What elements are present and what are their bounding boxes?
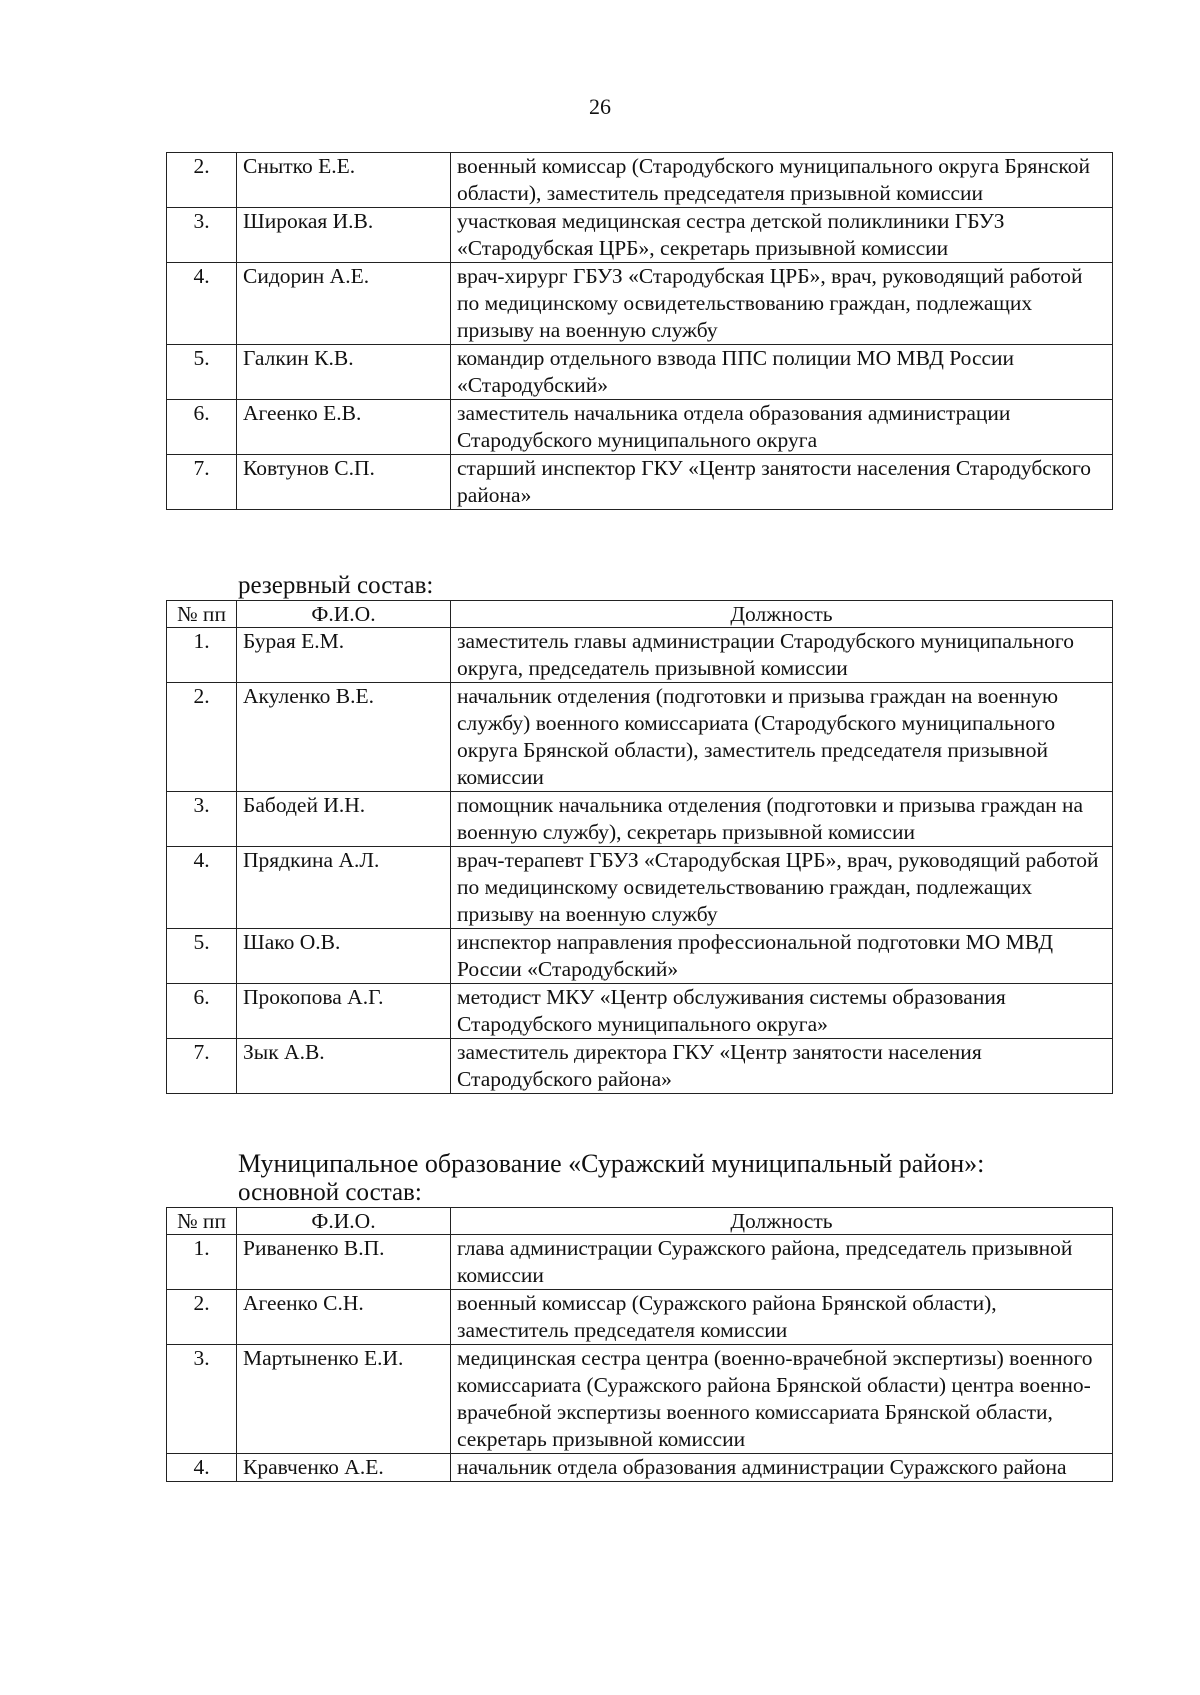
header-name: Ф.И.О. <box>237 601 451 628</box>
cell-position: врач-хирург ГБУЗ «Стародубская ЦРБ», врач, руководящий работой по медицинскому освидетельствованию граждан, подлежащих призыву на военную службу <box>451 263 1113 345</box>
cell-name: Бурая Е.М. <box>237 628 451 683</box>
cell-name: Широкая И.В. <box>237 208 451 263</box>
cell-name: Агеенко С.Н. <box>237 1290 451 1345</box>
table-body <box>167 1235 1113 1482</box>
cell-number: 3. <box>167 1345 237 1454</box>
table-reserve-composition <box>166 600 1113 1094</box>
cell-name: Сидорин А.Е. <box>237 263 451 345</box>
table-row <box>167 847 1113 929</box>
cell-position: участковая медицинская сестра детской поликлиники ГБУЗ «Стародубская ЦРБ», секретарь призывной комиссии <box>451 208 1113 263</box>
cell-position: начальник отделения (подготовки и призыва граждан на военную службу) военного комиссариата (Стародубского муниципального округа Брянской области), заместитель председателя призывной комиссии <box>451 683 1113 792</box>
table-main-composition <box>166 152 1113 510</box>
cell-name: Акуленко В.Е. <box>237 683 451 792</box>
cell-name: Шако О.В. <box>237 929 451 984</box>
cell-name: Риваненко В.П. <box>237 1235 451 1290</box>
cell-position: инспектор направления профессиональной подготовки МО МВД России «Стародубский» <box>451 929 1113 984</box>
cell-number: 2. <box>167 1290 237 1345</box>
table-row <box>167 1039 1113 1094</box>
table-row <box>167 683 1113 792</box>
cell-name: Ковтунов С.П. <box>237 455 451 510</box>
cell-number: 4. <box>167 847 237 929</box>
table-row <box>167 929 1113 984</box>
cell-position: методист МКУ «Центр обслуживания системы образования Стародубского муниципального округа» <box>451 984 1113 1039</box>
header-num: № пп <box>167 1208 237 1235</box>
table-row <box>167 1235 1113 1290</box>
cell-position: заместитель главы администрации Стародубского муниципального округа, председатель призывной комиссии <box>451 628 1113 683</box>
table-surazh-main-composition <box>166 1207 1113 1482</box>
cell-name: Прокопова А.Г. <box>237 984 451 1039</box>
cell-number: 2. <box>167 153 237 208</box>
cell-number: 6. <box>167 400 237 455</box>
page-number: 26 <box>589 94 611 119</box>
table-row <box>167 628 1113 683</box>
cell-number: 3. <box>167 792 237 847</box>
header-num: № пп <box>167 601 237 628</box>
cell-number: 1. <box>167 1235 237 1290</box>
cell-position: командир отдельного взвода ППС полиции МО МВД России «Стародубский» <box>451 345 1113 400</box>
table-row <box>167 984 1113 1039</box>
table-row <box>167 1454 1113 1482</box>
header-position: Должность <box>451 601 1113 628</box>
surazh-district-section <box>166 1148 1112 1482</box>
cell-number: 7. <box>167 455 237 510</box>
cell-number: 2. <box>167 683 237 792</box>
cell-name: Снытко Е.Е. <box>237 153 451 208</box>
section-label-main: основной состав: <box>238 1179 422 1206</box>
cell-position: помощник начальника отделения (подготовки и призыва граждан на военную службу), секретарь призывной комиссии <box>451 792 1113 847</box>
table-row <box>167 345 1113 400</box>
cell-position: заместитель директора ГКУ «Центр занятости населения Стародубского района» <box>451 1039 1113 1094</box>
cell-position: начальник отдела образования администрации Суражского района <box>451 1454 1113 1482</box>
header-position: Должность <box>451 1208 1113 1235</box>
cell-position: старший инспектор ГКУ «Центр занятости населения Стародубского района» <box>451 455 1113 510</box>
cell-number: 6. <box>167 984 237 1039</box>
cell-position: военный комиссар (Суражского района Брянской области), заместитель председателя комиссии <box>451 1290 1113 1345</box>
cell-name: Прядкина А.Л. <box>237 847 451 929</box>
table-header <box>167 1208 1113 1235</box>
table-body <box>167 628 1113 1094</box>
table-row <box>167 153 1113 208</box>
table-row <box>167 400 1113 455</box>
section-label-reserve: резервный состав: <box>238 572 434 599</box>
cell-position: глава администрации Суражского района, председатель призывной комиссии <box>451 1235 1113 1290</box>
header-name: Ф.И.О. <box>237 1208 451 1235</box>
table-header <box>167 601 1113 628</box>
cell-name: Кравченко А.Е. <box>237 1454 451 1482</box>
cell-number: 4. <box>167 1454 237 1482</box>
table-body <box>167 153 1113 510</box>
table-row <box>167 1345 1113 1454</box>
cell-position: врач-терапевт ГБУЗ «Стародубская ЦРБ», врач, руководящий работой по медицинскому освидетельствованию граждан, подлежащих призыву на военную службу <box>451 847 1113 929</box>
cell-position: медицинская сестра центра (военно-врачебной экспертизы) военного комиссариата (Суражского района Брянской области) центра военно-врачебной экспертизы военного комиссариата Брянской области, секретарь призывной комиссии <box>451 1345 1113 1454</box>
table-row <box>167 455 1113 510</box>
cell-position: военный комиссар (Стародубского муниципального округа Брянской области), заместитель председателя призывной комиссии <box>451 153 1113 208</box>
table-row <box>167 792 1113 847</box>
cell-number: 5. <box>167 929 237 984</box>
cell-name: Зык А.В. <box>237 1039 451 1094</box>
cell-number: 3. <box>167 208 237 263</box>
cell-position: заместитель начальника отдела образования администрации Стародубского муниципального округа <box>451 400 1113 455</box>
cell-name: Галкин К.В. <box>237 345 451 400</box>
cell-number: 7. <box>167 1039 237 1094</box>
cell-name: Агеенко Е.В. <box>237 400 451 455</box>
table-row <box>167 1290 1113 1345</box>
cell-number: 5. <box>167 345 237 400</box>
table-row <box>167 263 1113 345</box>
cell-number: 1. <box>167 628 237 683</box>
table-row <box>167 208 1113 263</box>
reserve-composition-section <box>166 572 1112 1094</box>
cell-number: 4. <box>167 263 237 345</box>
section-title-surazh: Муниципальное образование «Суражский муниципальный район»: <box>238 1149 985 1178</box>
main-composition-table-continued <box>166 152 1112 510</box>
cell-name: Бабодей И.Н. <box>237 792 451 847</box>
cell-name: Мартыненко Е.И. <box>237 1345 451 1454</box>
